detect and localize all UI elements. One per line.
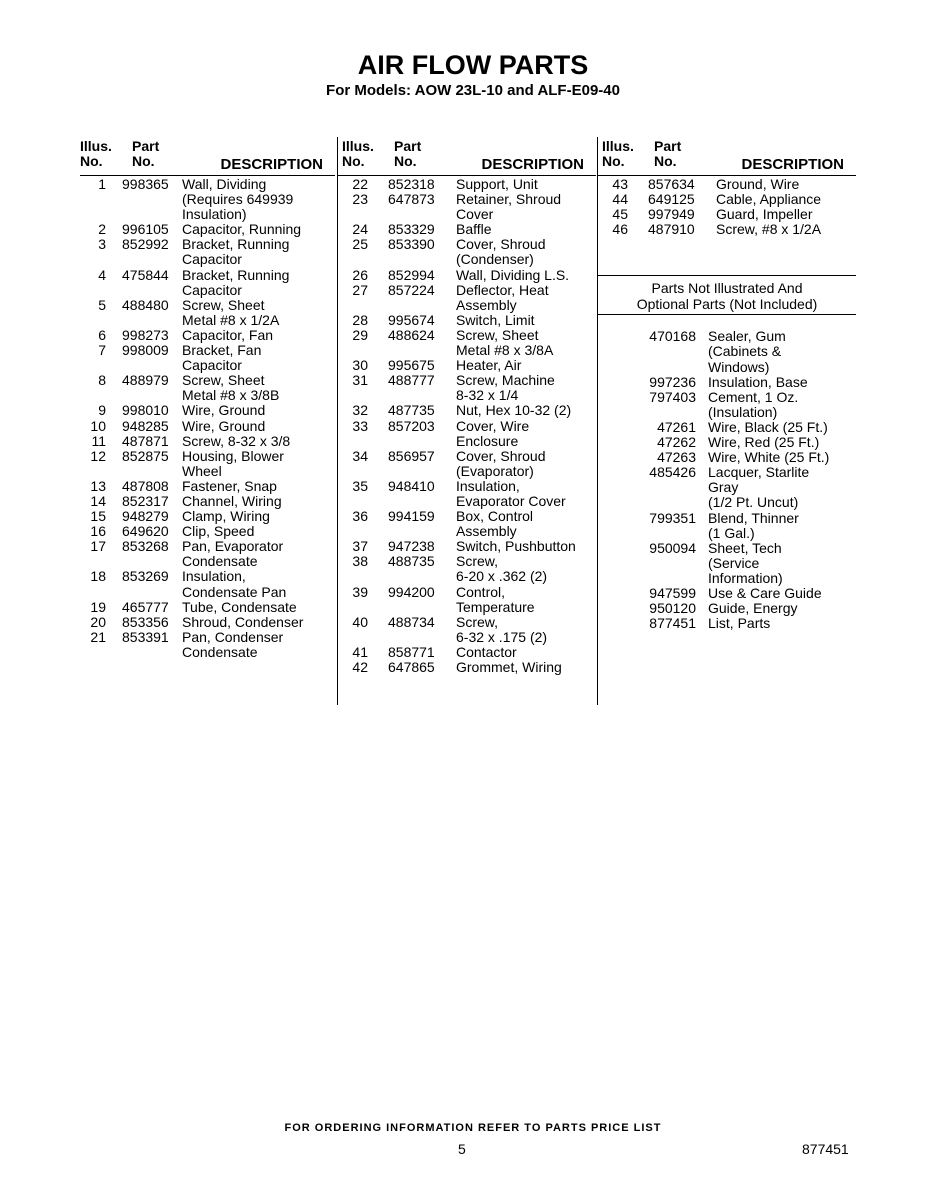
part-number: 853356 (122, 613, 169, 630)
part-row (338, 177, 596, 192)
part-number: 852318 (388, 176, 435, 192)
part-row (598, 435, 856, 450)
part-number: 856957 (388, 447, 435, 464)
part-description: Screw, Machine 8-32 x 1/4 (456, 372, 555, 404)
part-header-no: No. (394, 153, 417, 169)
illus-number: 14 (90, 492, 106, 509)
illus-number: 12 (90, 447, 106, 464)
illus-number: 5 (98, 296, 106, 313)
part-number: 996105 (122, 221, 169, 238)
part-number: 948279 (122, 508, 169, 525)
part-description: Grommet, Wiring (456, 659, 562, 675)
part-description: Contactor (456, 643, 517, 660)
part-row (80, 177, 335, 222)
illus-number: 44 (612, 191, 628, 208)
part-description: Support, Unit (456, 176, 538, 192)
part-number: 998273 (122, 326, 169, 343)
illus-number: 43 (612, 176, 628, 192)
page-title: AIR FLOW PARTS (357, 50, 589, 80)
not-illustrated-rows (598, 329, 856, 631)
illus-number: 37 (352, 538, 368, 555)
part-description: Clip, Speed (182, 523, 255, 540)
illus-number: 42 (352, 659, 368, 675)
part-row (338, 268, 596, 283)
illus-header-no: No. (602, 153, 625, 169)
part-number: 877451 (649, 615, 696, 632)
illus-number: 13 (90, 477, 106, 494)
part-row (338, 192, 596, 222)
part-number: 470168 (649, 328, 696, 345)
part-row (338, 479, 596, 509)
part-description: Wire, Ground (182, 402, 266, 419)
description-header: DESCRIPTION (220, 155, 323, 173)
part-row (80, 630, 335, 660)
illus-number: 27 (352, 281, 368, 298)
part-number: 488735 (388, 553, 435, 570)
illus-number: 40 (352, 613, 368, 630)
parts-column-2 (337, 137, 596, 705)
illus-number: 38 (352, 553, 368, 570)
part-number: 853390 (388, 236, 435, 253)
illus-number: 20 (90, 613, 106, 630)
parts-rows (338, 176, 596, 675)
part-description: Shroud, Condenser (182, 613, 304, 630)
illus-number: 30 (352, 357, 368, 374)
part-description: Ground, Wire (716, 176, 800, 192)
part-number: 853268 (122, 538, 169, 555)
part-number: 998010 (122, 402, 169, 419)
part-description: Screw, #8 x 1/2A (716, 221, 822, 238)
illus-number: 39 (352, 583, 368, 600)
illus-number: 17 (90, 538, 106, 555)
part-description: Wall, Dividing L.S. (456, 266, 570, 283)
illus-header: Illus. (342, 138, 374, 154)
part-row (80, 509, 335, 524)
illus-number: 15 (90, 508, 106, 525)
part-row (598, 207, 856, 222)
part-description: Control, Temperature (456, 583, 535, 615)
part-description: Cement, 1 Oz. (Insulation) (708, 388, 799, 420)
illus-number: 21 (90, 628, 106, 645)
part-number: 465777 (122, 598, 169, 615)
part-row (338, 539, 596, 554)
part-number: 994159 (388, 508, 435, 525)
parts-column-3 (597, 137, 856, 705)
illus-number: 6 (98, 326, 106, 343)
part-description: Insulation, Base (708, 373, 808, 390)
part-number: 47262 (657, 434, 696, 451)
part-number: 487808 (122, 477, 169, 494)
parts-rows (598, 176, 856, 237)
part-row (598, 420, 856, 435)
parts-rows (80, 176, 335, 660)
part-number: 950120 (649, 600, 696, 617)
part-description: Retainer, Shroud Cover (456, 191, 562, 223)
part-row (338, 283, 596, 313)
part-row (338, 449, 596, 479)
part-row (80, 237, 335, 267)
not-illustrated-heading (598, 275, 856, 315)
part-row (80, 328, 335, 343)
part-row (598, 601, 856, 616)
illus-number: 36 (352, 508, 368, 525)
part-header: Part (394, 138, 422, 154)
part-row (338, 419, 596, 449)
part-number: 998009 (122, 342, 169, 359)
part-description: Screw, 6-32 x .175 (2) (456, 613, 548, 645)
part-row (80, 494, 335, 509)
part-description: Screw, Sheet Metal #8 x 3/8A (456, 326, 554, 359)
illus-number: 32 (352, 402, 368, 419)
illus-number: 7 (98, 342, 106, 359)
part-row (338, 645, 596, 660)
part-row (80, 600, 335, 615)
part-number: 852994 (388, 266, 435, 283)
illus-number: 3 (98, 236, 106, 253)
part-row (80, 419, 335, 434)
part-row (598, 511, 856, 541)
part-row (338, 358, 596, 373)
illus-number: 28 (352, 311, 368, 328)
part-number: 852992 (122, 236, 169, 253)
illus-number: 24 (352, 221, 368, 238)
part-description: Deflector, Heat Assembly (456, 281, 549, 313)
part-header-no: No. (654, 153, 677, 169)
illus-number: 19 (90, 598, 106, 615)
part-row (598, 177, 856, 192)
part-row (338, 222, 596, 237)
part-number: 488734 (388, 613, 435, 630)
part-number: 998365 (122, 176, 169, 192)
part-description: Insulation, Condensate Pan (182, 568, 287, 600)
illus-number: 29 (352, 326, 368, 343)
illus-number: 25 (352, 236, 368, 253)
part-description: Guard, Impeller (716, 206, 813, 223)
part-description: Lacquer, Starlite Gray (1/2 Pt. Uncut) (708, 464, 810, 511)
illus-number: 18 (90, 568, 106, 585)
part-row (80, 479, 335, 494)
part-number: 47261 (657, 418, 696, 435)
part-row (598, 329, 856, 374)
part-row (80, 615, 335, 630)
part-description: Bracket, Running Capacitor (182, 266, 290, 298)
part-number: 488777 (388, 372, 435, 389)
illus-number: 33 (352, 417, 368, 434)
illus-number: 8 (98, 372, 106, 389)
illus-number: 26 (352, 266, 368, 283)
part-row (80, 524, 335, 539)
part-description: Tube, Condensate (182, 598, 297, 615)
illus-number: 34 (352, 447, 368, 464)
illus-number: 35 (352, 477, 368, 494)
part-number: 797403 (649, 388, 696, 405)
part-number: 853269 (122, 568, 169, 585)
part-row (338, 237, 596, 267)
illus-number: 16 (90, 523, 106, 540)
part-header: Part (132, 138, 160, 154)
part-row (598, 390, 856, 420)
illus-number: 46 (612, 221, 628, 238)
illus-header-no: No. (80, 153, 103, 169)
illus-number: 22 (352, 176, 368, 192)
part-description: Switch, Pushbutton (456, 538, 576, 555)
part-description: Wall, Dividing (Requires 649939 Insulation) (182, 176, 294, 223)
part-row (598, 222, 856, 237)
part-number: 852317 (122, 492, 169, 509)
part-number: 997236 (649, 373, 696, 390)
part-row (338, 660, 596, 675)
part-number: 649620 (122, 523, 169, 540)
part-number: 799351 (649, 509, 696, 526)
part-description: Screw, Sheet Metal #8 x 3/8B (182, 372, 280, 404)
part-number: 853329 (388, 221, 435, 238)
part-description: Bracket, Fan Capacitor (182, 342, 262, 374)
part-description: Screw, 6-20 x .362 (2) (456, 553, 548, 585)
ordering-note: FOR ORDERING INFORMATION REFER TO PARTS PRICE LIST (284, 1122, 662, 1134)
part-number: 649125 (648, 191, 695, 208)
illus-number: 10 (90, 417, 106, 434)
part-description: Cable, Appliance (716, 191, 822, 208)
column-header (80, 137, 335, 176)
part-number: 997949 (648, 206, 695, 223)
part-number: 948410 (388, 477, 435, 494)
part-description: Baffle (456, 221, 492, 238)
part-number: 487735 (388, 402, 435, 419)
part-description: Cover, Shroud (Evaporator) (456, 447, 546, 479)
description-header: DESCRIPTION (741, 155, 844, 173)
part-row (338, 373, 596, 403)
part-description: Cover, Shroud (Condenser) (456, 236, 546, 268)
not-illustrated-heading-line: Parts Not Illustrated And (651, 280, 803, 297)
part-row (80, 268, 335, 298)
part-description: Use & Care Guide (708, 584, 822, 601)
part-header-no: No. (132, 153, 155, 169)
part-row (80, 343, 335, 373)
illus-number: 45 (612, 206, 628, 223)
part-number: 994200 (388, 583, 435, 600)
illus-number: 4 (98, 266, 106, 283)
part-row (338, 328, 596, 358)
part-description: Box, Control Assembly (456, 508, 534, 540)
column-header (598, 137, 856, 176)
part-description: Wire, Ground (182, 417, 266, 434)
part-number: 488480 (122, 296, 169, 313)
part-description: Wire, White (25 Ft.) (708, 449, 830, 466)
part-description: Bracket, Running Capacitor (182, 236, 290, 268)
part-row (338, 585, 596, 615)
part-number: 995674 (388, 311, 435, 328)
illus-header: Illus. (602, 138, 634, 154)
part-number: 853391 (122, 628, 169, 645)
illus-number: 31 (352, 372, 368, 389)
document-number: 877451 (802, 1141, 849, 1157)
parts-column-1 (80, 137, 335, 660)
part-number: 947599 (649, 584, 696, 601)
part-number: 488624 (388, 326, 435, 343)
illus-header-no: No. (342, 153, 365, 169)
part-description: Capacitor, Fan (182, 326, 274, 343)
part-number: 485426 (649, 464, 696, 481)
part-description: Screw, Sheet Metal #8 x 1/2A (182, 296, 280, 328)
column-header (338, 137, 596, 176)
part-row (80, 373, 335, 403)
part-number: 948285 (122, 417, 169, 434)
part-description: Fastener, Snap (182, 477, 277, 494)
part-row (80, 222, 335, 237)
part-description: Nut, Hex 10-32 (2) (456, 402, 572, 419)
part-number: 647873 (388, 191, 435, 208)
illus-number: 23 (352, 191, 368, 208)
part-number: 487871 (122, 432, 169, 449)
part-number: 857203 (388, 417, 435, 434)
part-description: List, Parts (708, 615, 771, 632)
part-number: 947238 (388, 538, 435, 555)
part-row (80, 449, 335, 479)
part-number: 858771 (388, 643, 435, 660)
part-description: Wire, Red (25 Ft.) (708, 434, 820, 451)
part-number: 950094 (649, 539, 696, 556)
part-row (598, 616, 856, 631)
part-description: Pan, Condenser Condensate (182, 628, 284, 660)
part-description: Capacitor, Running (182, 221, 302, 238)
part-row (598, 450, 856, 465)
part-number: 857224 (388, 281, 435, 298)
part-row (598, 586, 856, 601)
part-description: Clamp, Wiring (182, 508, 270, 525)
part-row (338, 403, 596, 418)
part-description: Sheet, Tech (Service Information) (708, 539, 783, 586)
illus-number: 9 (98, 402, 106, 419)
part-number: 487910 (648, 221, 695, 238)
part-description: Pan, Evaporator Condensate (182, 538, 284, 570)
part-row (598, 375, 856, 390)
part-description: Wire, Black (25 Ft.) (708, 418, 828, 435)
part-description: Guide, Energy (708, 600, 798, 617)
part-row (80, 403, 335, 418)
part-description: Housing, Blower Wheel (182, 447, 284, 479)
part-number: 475844 (122, 266, 169, 283)
description-header: DESCRIPTION (481, 155, 584, 173)
part-number: 488979 (122, 372, 169, 389)
part-number: 857634 (648, 176, 695, 192)
part-row (338, 615, 596, 645)
part-description: Cover, Wire Enclosure (456, 417, 530, 449)
illus-header: Illus. (80, 138, 112, 154)
page-number: 5 (458, 1141, 466, 1157)
part-number: 647865 (388, 659, 435, 675)
part-description: Sealer, Gum (Cabinets & Windows) (708, 328, 786, 375)
part-row (80, 434, 335, 449)
part-row (338, 509, 596, 539)
part-description: Insulation, Evaporator Cover (456, 477, 566, 509)
part-description: Screw, 8-32 x 3/8 (182, 432, 291, 449)
illus-number: 1 (98, 176, 106, 192)
illus-number: 41 (352, 643, 368, 660)
not-illustrated-heading-line: Optional Parts (Not Included) (636, 296, 818, 313)
part-number: 47263 (657, 449, 696, 466)
illus-number: 11 (91, 432, 106, 449)
part-row (598, 541, 856, 586)
part-description: Channel, Wiring (182, 492, 282, 509)
part-number: 852875 (122, 447, 169, 464)
part-number: 995675 (388, 357, 435, 374)
part-row (80, 298, 335, 328)
part-header: Part (654, 138, 682, 154)
illus-number: 2 (98, 221, 106, 238)
page-subtitle: For Models: AOW 23L-10 and ALF-E09-40 (326, 82, 620, 99)
part-description: Blend, Thinner (1 Gal.) (708, 509, 799, 541)
part-row (338, 554, 596, 584)
part-row (80, 539, 335, 569)
part-description: Switch, Limit (456, 311, 535, 328)
part-row (80, 569, 335, 599)
part-row (598, 465, 856, 510)
part-row (338, 313, 596, 328)
part-description: Heater, Air (456, 357, 522, 374)
part-row (598, 192, 856, 207)
